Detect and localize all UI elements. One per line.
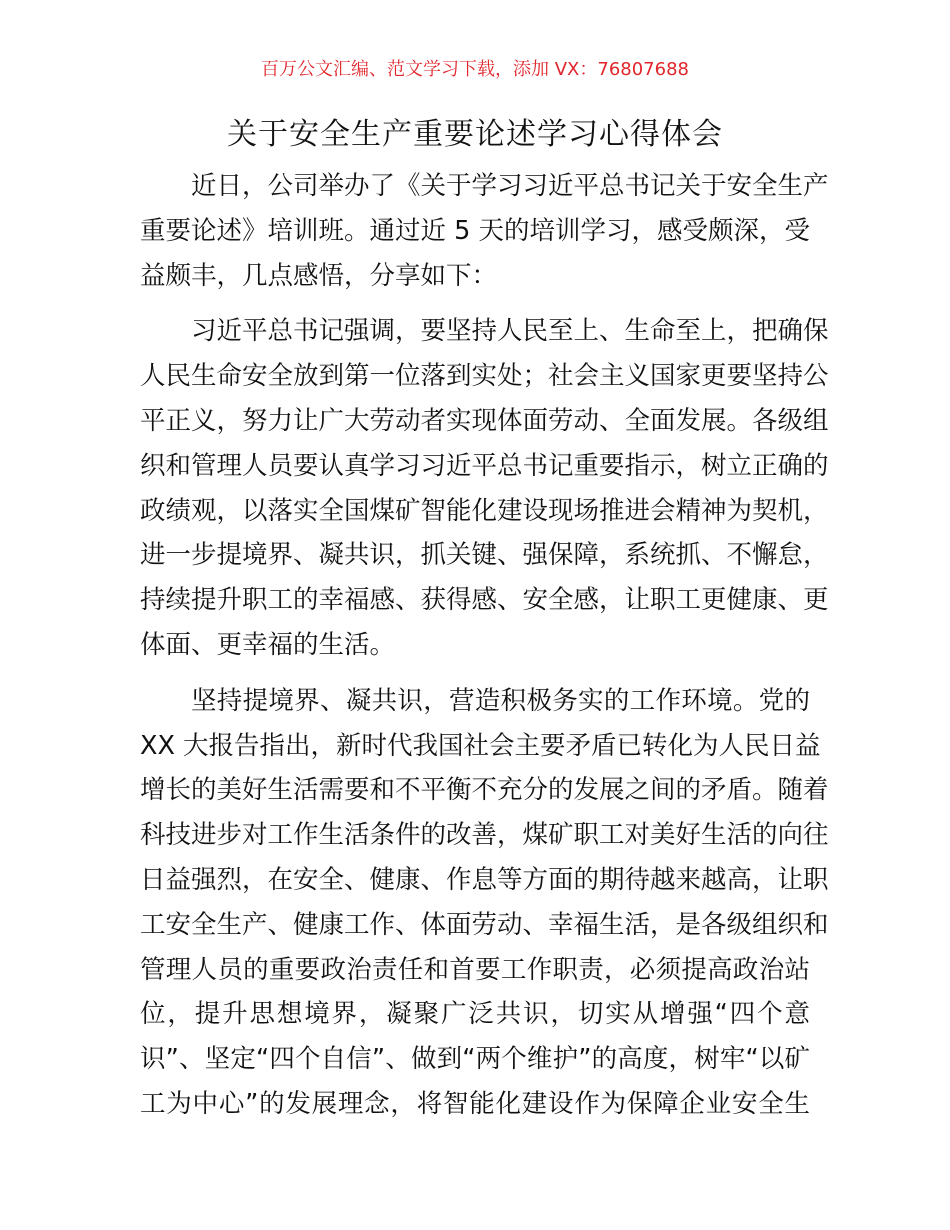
paragraph-line: 织和管理人员要认真学习习近平总书记重要指示，树立正确的 <box>140 450 829 481</box>
paragraph-line: 工安全生产、健康工作、体面劳动、幸福生活，是各级组织和 <box>140 909 829 940</box>
paragraph-line: 科技进步对工作生活条件的改善，煤矿职工对美好生活的向往 <box>140 820 829 851</box>
paragraph-line: 政绩观，以落实全国煤矿智能化建设现场推进会精神为契机， <box>140 495 829 526</box>
paragraph <box>140 309 829 667</box>
document-title: 关于安全生产重要论述学习心得体会 <box>227 117 723 152</box>
paragraph-line: 识”、坚定“四个自信”、做到“两个维护”的高度，树牢“以矿 <box>140 1044 810 1075</box>
paragraph-line: 益颇丰，几点感悟，分享如下： <box>140 260 498 291</box>
paragraph <box>140 679 829 1127</box>
paragraph-line: 坚持提境界、凝共识，营造积极务实的工作环境。党的 <box>191 685 810 716</box>
paragraph-line: 增长的美好生活需要和不平衡不充分的发展之间的矛盾。随着 <box>140 775 829 806</box>
paragraph-line: 管理人员的重要政治责任和首要工作职责，必须提高政治站 <box>140 954 810 985</box>
paragraph-line: 持续提升职工的幸福感、获得感、安全感，让职工更健康、更 <box>140 585 829 616</box>
paragraph-line: 习近平总书记强调，要坚持人民至上、生命至上，把确保 <box>191 316 829 347</box>
document-body <box>140 164 829 1138</box>
paragraph-line: 重要论述》培训班。通过近 5 天的培训学习，感受颇深，受 <box>140 215 810 246</box>
paragraph-line: 进一步提境界、凝共识，抓关键、强保障，系统抓、不懈怠， <box>140 540 829 571</box>
paragraph <box>140 164 829 298</box>
paragraph-line: 日益强烈，在安全、健康、作息等方面的期待越来越高，让职 <box>140 864 829 895</box>
paragraph-line: 平正义，努力让广大劳动者实现体面劳动、全面发展。各级组 <box>140 405 829 436</box>
paragraph-line: 近日，公司举办了《关于学习习近平总书记关于安全生产 <box>191 171 829 201</box>
paragraph-line: 位，提升思想境界，凝聚广泛共识，切实从增强“四个意 <box>140 999 810 1030</box>
download-banner: 百万公文汇编、范文学习下载，添加 VX：76807688 <box>261 59 689 80</box>
paragraph-line: 工为中心”的发展理念，将智能化建设作为保障企业安全生 <box>140 1088 810 1119</box>
paragraph-line: 体面、更幸福的生活。 <box>140 629 396 660</box>
paragraph-line: 人民生命安全放到第一位落到实处；社会主义国家更要坚持公 <box>140 361 829 392</box>
paragraph-line: XX 大报告指出，新时代我国社会主要矛盾已转化为人民日益 <box>140 730 821 761</box>
